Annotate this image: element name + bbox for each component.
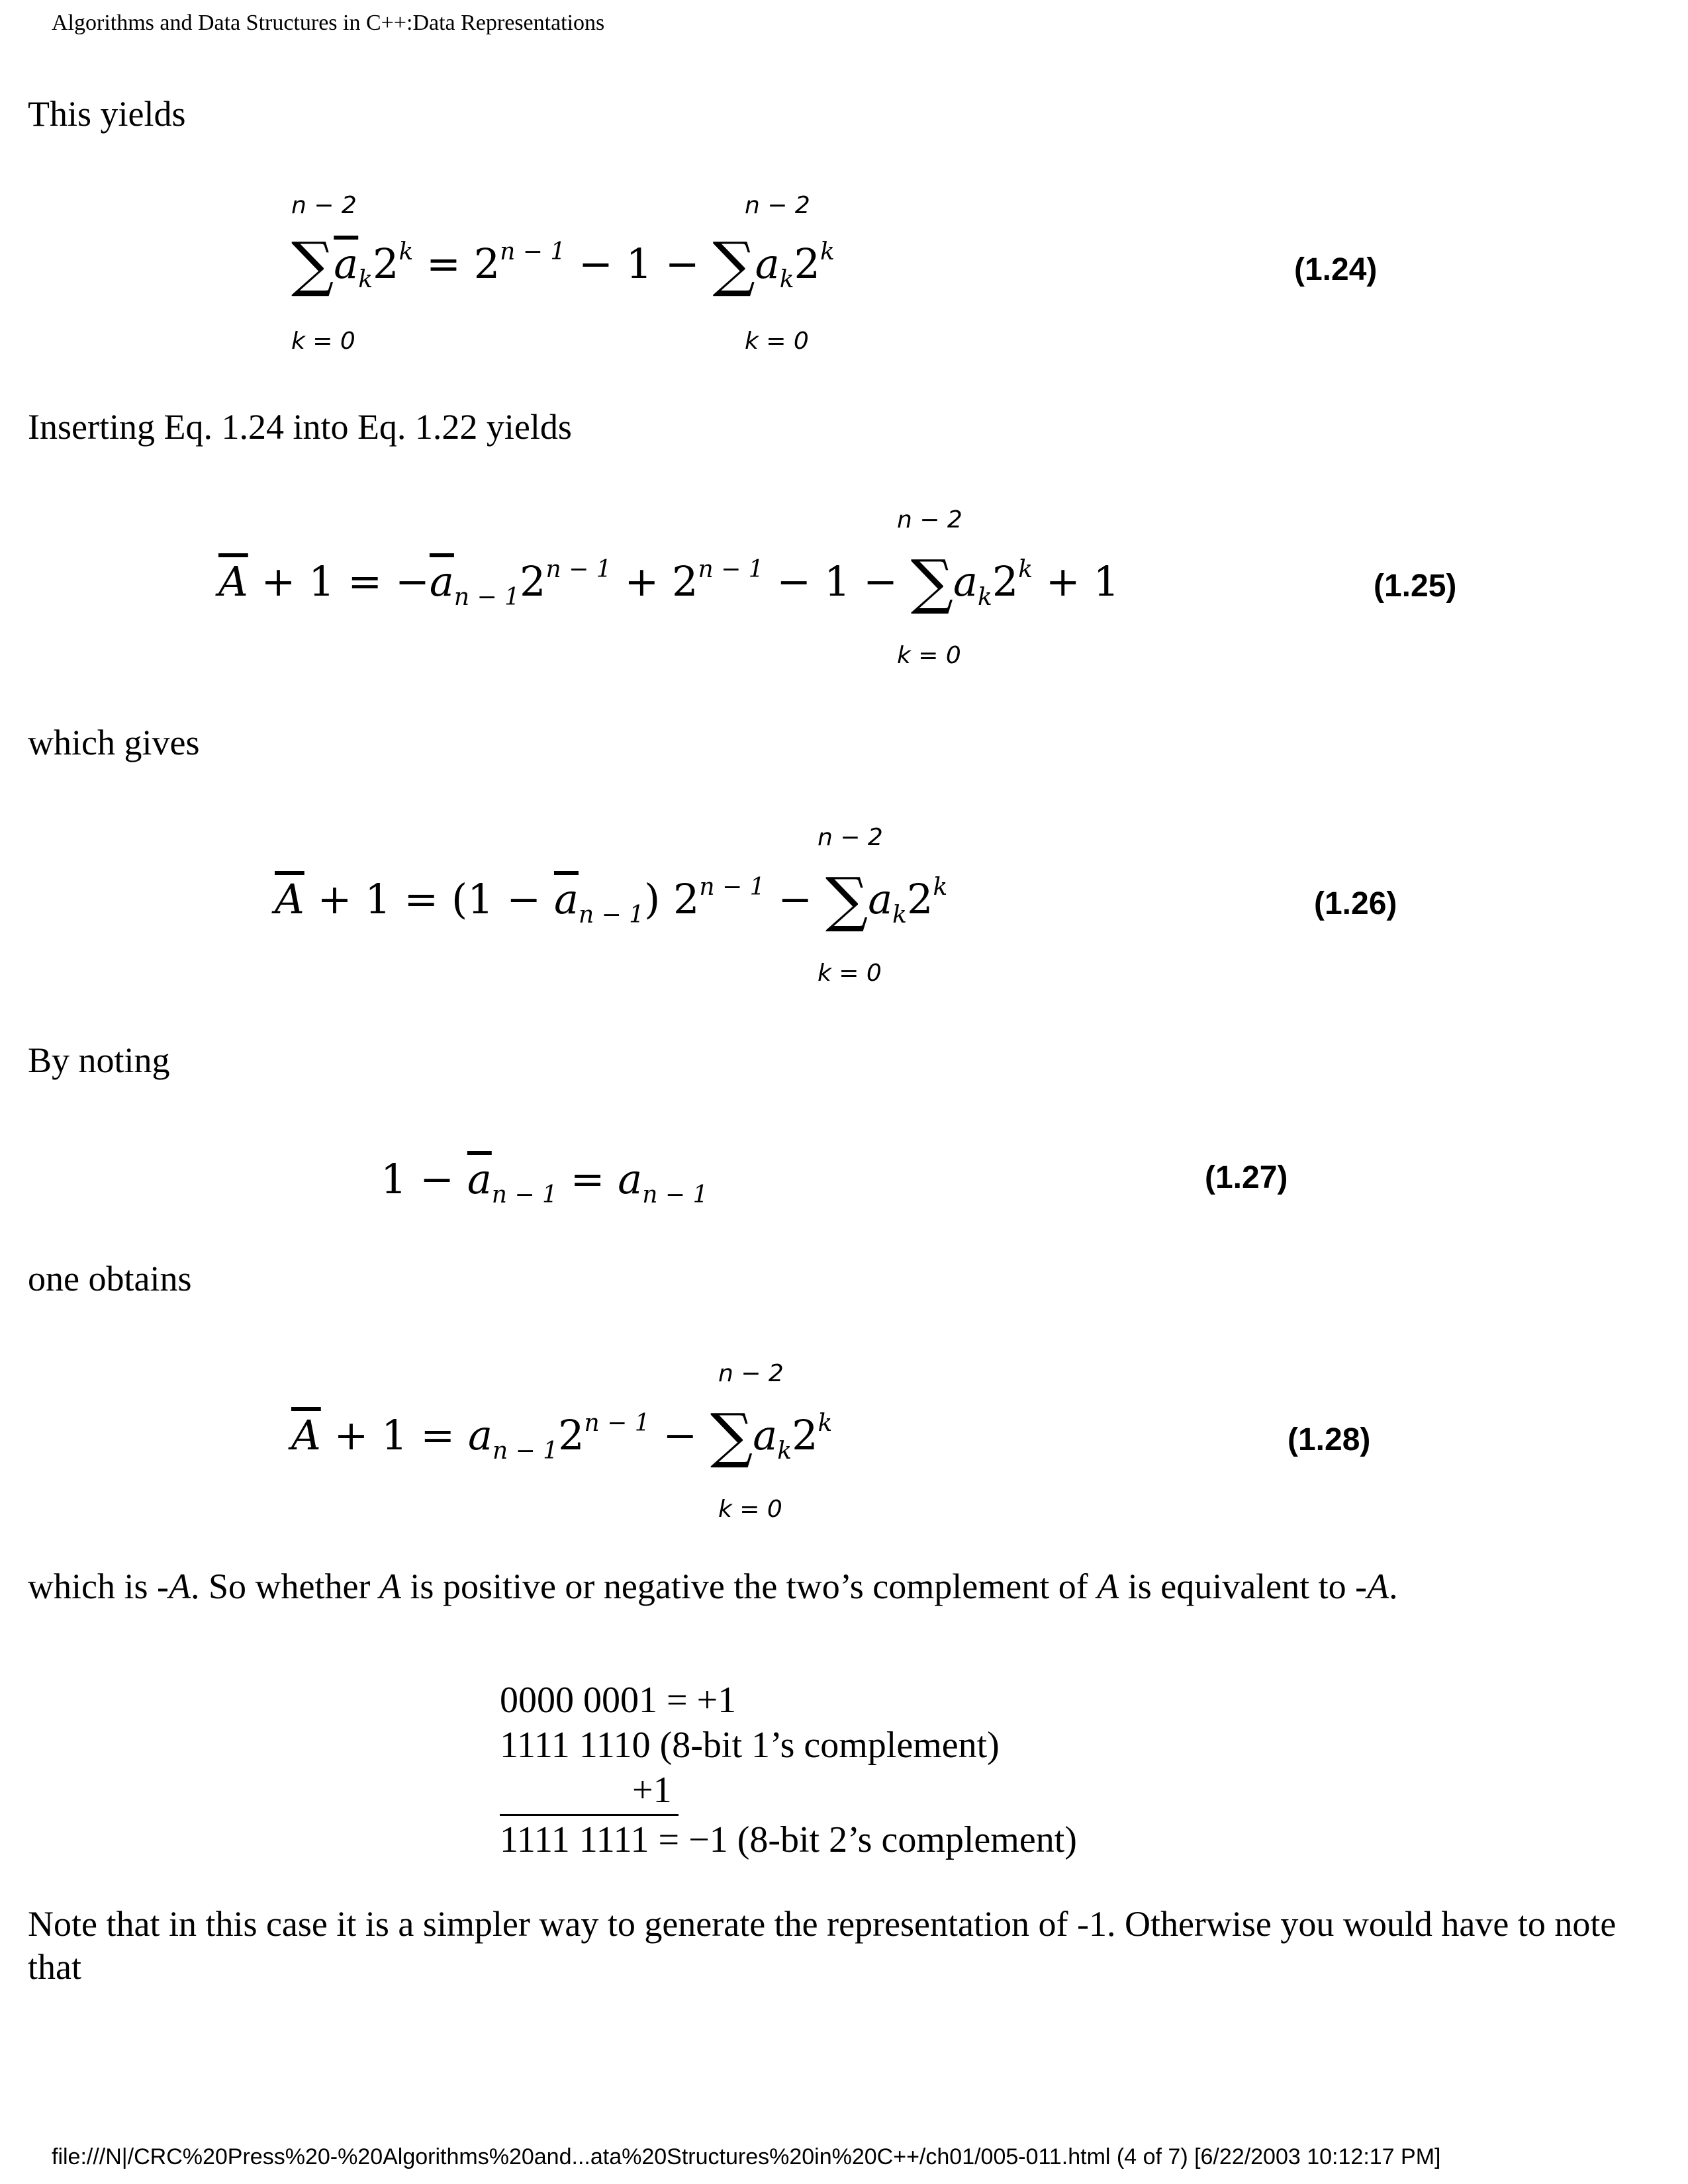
sum-upper-limit: n − 2 [291,192,357,219]
sum-lower-limit: k = 0 [291,328,355,355]
text-run: which is - [28,1567,169,1606]
sum-lower-limit: k = 0 [718,1496,782,1523]
paragraph-which-is-minus-a [28,1565,1398,1608]
binary-line-1: 0000 0001 = +1 [500,1680,737,1721]
sum-lower-limit: k = 0 [745,328,809,355]
sum-upper-limit: n − 2 [897,506,962,533]
equation-body: $\overline{A} + 1 = -\overline{a}_{n - 1}2^{n - 1} + 2^{n - 1} - 1 - \sum a_k2^k + 1$ [218,547,1119,617]
paragraph-this-yields: This yields [28,94,186,134]
paragraph-note: Note that in this case it is a simpler way to generate the representation of -1. Otherwise you would have to note that [28,1904,1617,1987]
text-run: is equivalent to - [1119,1567,1368,1606]
equation-number: (1.25) [1374,569,1457,604]
page-footer: file:///N|/CRC%20Press%20-%20Algorithms%20and...ata%20Structures%20in%20C++/ch01/005-011.html (4 of 7) [6/22/2003 10:12:17 PM] [52,2144,1441,2169]
paragraph-inserting: Inserting Eq. 1.24 into Eq. 1.22 yields [28,407,572,447]
sum-lower-limit: k = 0 [818,960,882,987]
equation-number: (1.26) [1314,886,1397,921]
paragraph-one-obtains: one obtains [28,1259,192,1298]
variable-a: A [168,1567,191,1606]
binary-line-2: 1111 1110 (8-bit 1’s complement) [500,1725,1000,1766]
sum-lower-limit: k = 0 [897,642,961,669]
binary-addition-example [500,1678,1077,1862]
equation-body: $1 - \overline{a}_{n - 1} = a_{n - 1}$ [381,1155,708,1208]
equation-number: (1.24) [1294,252,1378,287]
equation-number: (1.27) [1205,1160,1288,1195]
variable-a: A [1367,1567,1389,1606]
binary-line-4: 1111 1111 = −1 (8-bit 2’s complement) [500,1819,1077,1860]
addition-rule [500,1814,679,1816]
text-run: . [1389,1567,1398,1606]
paragraph-by-noting: By noting [28,1040,170,1080]
page-header: Algorithms and Data Structures in C++:Data Representations [52,11,605,35]
text-run: . So whether [190,1567,379,1606]
sum-upper-limit: n − 2 [818,824,883,851]
binary-line-3: +1 [632,1770,672,1811]
variable-a: A [1097,1567,1119,1606]
text-run: is positive or negative the two’s complement of [400,1567,1098,1606]
equation-body: $\overline{A} + 1 = a_{n - 1}2^{n - 1} - \sum a_k2^k$ [291,1401,833,1471]
sum-upper-limit: n − 2 [718,1360,784,1387]
variable-a: A [379,1567,401,1606]
equation-body: $\overline{A} + 1 = (1 - \overline{a}_{n - 1}) 2^{n - 1} - \sum a_k2^k$ [275,865,948,934]
equation-body: $\sum\overline{a}_k2^k = 2^{n - 1} - 1 - \sum a_k2^k$ [291,230,835,299]
paragraph-which-gives: which gives [28,723,200,762]
sum-upper-limit: n − 2 [745,192,810,219]
equation-number: (1.28) [1288,1422,1371,1457]
